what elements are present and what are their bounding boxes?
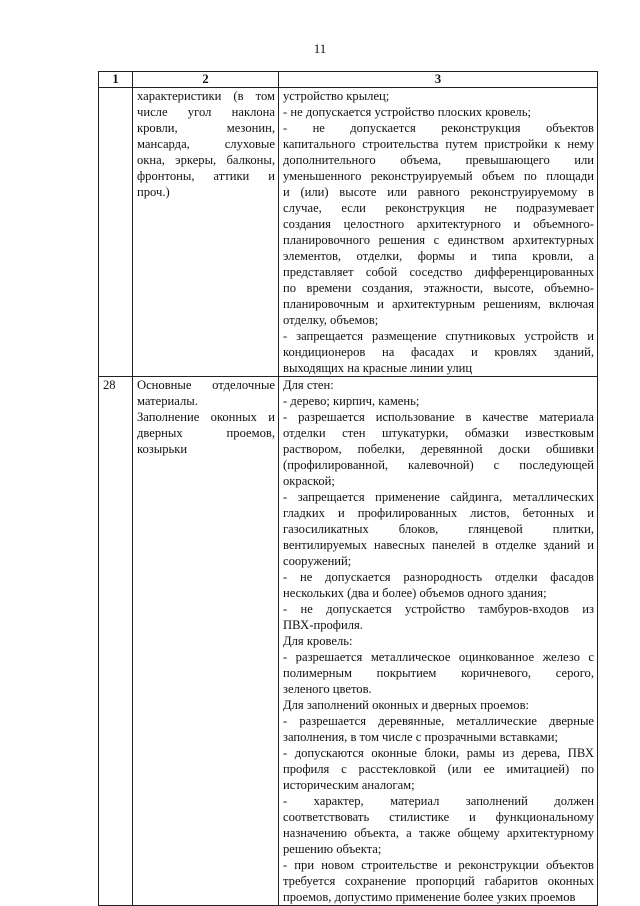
feature-line: проч.) xyxy=(137,185,170,199)
requirement-line: требуется сохранение пропорций габаритов оконных xyxy=(283,874,594,888)
requirement-line: представляет собой соседство дифференцированных xyxy=(283,265,594,279)
column-header-1: 1 xyxy=(99,72,133,88)
requirement-line: газосиликатных блоков, глянцевой плитки, xyxy=(283,522,594,536)
requirement-line: заполнения, в том числе с прозрачными вставками; xyxy=(283,730,558,744)
feature-line: фронтоны, аттики и xyxy=(137,169,275,183)
requirement-line: нескольких (два и более) объемов одного здания; xyxy=(283,586,547,600)
requirement-line: дополнительного объема, превышающего или xyxy=(283,153,594,167)
requirement-line: назначению объекта, а также общему архитектурному xyxy=(283,826,594,840)
requirement-line: выходящих на красные линии улиц xyxy=(283,361,473,375)
feature-line: мансарда, слуховые xyxy=(137,137,275,151)
requirement-line: - не допускается разнородность отделки фасадов xyxy=(283,570,594,584)
feature-line: Заполнение оконных и xyxy=(137,410,275,424)
requirement-line: Для кровель: xyxy=(283,634,353,648)
requirement-line: соответствовать стилистике и функциональному xyxy=(283,810,594,824)
feature-line: числе угол наклона xyxy=(137,105,275,119)
requirement-line: капитального строительства путем пристройки к нему xyxy=(283,137,594,151)
requirement-line: гладких и профилированных листов, бетонных и xyxy=(283,506,594,520)
requirement-line: - запрещается применение сайдинга, металлических xyxy=(283,490,594,504)
requirement-line: кондиционеров на фасадах и кровлях зданий, xyxy=(283,345,594,359)
regulations-table xyxy=(98,71,598,906)
requirement-line: проемов, допустимо применение более узких проемов xyxy=(283,890,576,904)
requirement-line: - при новом строительстве и реконструкции объектов xyxy=(283,858,594,872)
requirement-line: устройство крылец; xyxy=(283,89,390,103)
requirement-line: планировочным и архитектурным решениям, включая xyxy=(283,297,594,311)
page-number: 11 xyxy=(313,41,327,56)
requirement-line: отделку, объемов; xyxy=(283,313,379,327)
requirements-cell xyxy=(279,377,598,906)
requirement-line: и (или) высоте или равного реконструируемому в xyxy=(283,185,594,199)
requirement-line: полимерным покрытием коричневого, серого, xyxy=(283,666,594,680)
requirement-line: сооружений; xyxy=(283,554,352,568)
feature-line: кровли, мезонин, xyxy=(137,121,275,135)
feature-line: дверных проемов, xyxy=(137,426,275,440)
requirement-line: - дерево; кирпич, камень; xyxy=(283,394,420,408)
table-row xyxy=(99,88,598,377)
requirement-line: элементов, отделки, формы и типа кровли, а xyxy=(283,249,594,263)
requirement-line: зеленого цветов. xyxy=(283,682,372,696)
requirement-line: вентилируемых навесных панелей в отделке зданий и xyxy=(283,538,594,552)
requirement-line: - разрешается деревянные, металлические дверные xyxy=(283,714,594,728)
requirement-line: историческим аналогам; xyxy=(283,778,415,792)
feature-line: козырьки xyxy=(137,442,188,456)
feature-line: Основные отделочные xyxy=(137,378,275,392)
requirement-line: - запрещается размещение спутниковых устройств и xyxy=(283,329,594,343)
requirement-line: Для заполнений оконных и дверных проемов: xyxy=(283,698,530,712)
requirement-line: отделки стен штукатурки, обмазки известковым xyxy=(283,426,594,440)
feature-cell xyxy=(133,377,279,906)
row-number: 28 xyxy=(99,377,133,906)
requirement-line: по времени создания, этажности, высоте, объемно- xyxy=(283,281,594,295)
row-number xyxy=(99,88,133,377)
feature-line: окна, эркеры, балконы, xyxy=(137,153,275,167)
requirement-line: решению объекта; xyxy=(283,842,382,856)
requirement-line: - разрешается использование в качестве материала xyxy=(283,410,594,424)
requirement-line: случае, если реконструкция не подразумевает xyxy=(283,201,594,215)
requirement-line: - не допускается устройство тамбуров-входов из xyxy=(283,602,594,616)
requirement-line: создания целостного архитектурного и объемного- xyxy=(283,217,594,231)
requirements-cell xyxy=(279,88,598,377)
requirement-line: - допускаются оконные блоки, рамы из дерева, ПВХ xyxy=(283,746,594,760)
requirement-line: - разрешается металлическое оцинкованное железо с xyxy=(283,650,594,664)
table-row xyxy=(99,377,598,906)
requirement-line: - не допускается реконструкция объектов xyxy=(283,121,594,135)
requirement-line: окраской; xyxy=(283,474,335,488)
requirement-line: ПВХ-профиля. xyxy=(283,618,363,632)
feature-cell xyxy=(133,88,279,377)
requirement-line: раствором, побелки, деревянной доски обшивки xyxy=(283,442,594,456)
feature-line: материалы. xyxy=(137,394,198,408)
requirement-line: уменьшенного реконструируемый объем по площади xyxy=(283,169,594,183)
requirement-line: профиля с расстекловкой (или ее имитацией) по xyxy=(283,762,594,776)
requirement-line: - характер, материал заполнений должен xyxy=(283,794,594,808)
requirement-line: планировочного решения с единством архитектурных xyxy=(283,233,594,247)
table-header-row xyxy=(99,72,598,88)
feature-line: характеристики (в том xyxy=(137,89,275,103)
requirement-line: Для стен: xyxy=(283,378,334,392)
column-header-3: 3 xyxy=(279,72,598,88)
requirement-line: (профилированной, калевочной) с последующей xyxy=(283,458,594,472)
requirement-line: - не допускается устройство плоских кровель; xyxy=(283,105,531,119)
column-header-2: 2 xyxy=(133,72,279,88)
